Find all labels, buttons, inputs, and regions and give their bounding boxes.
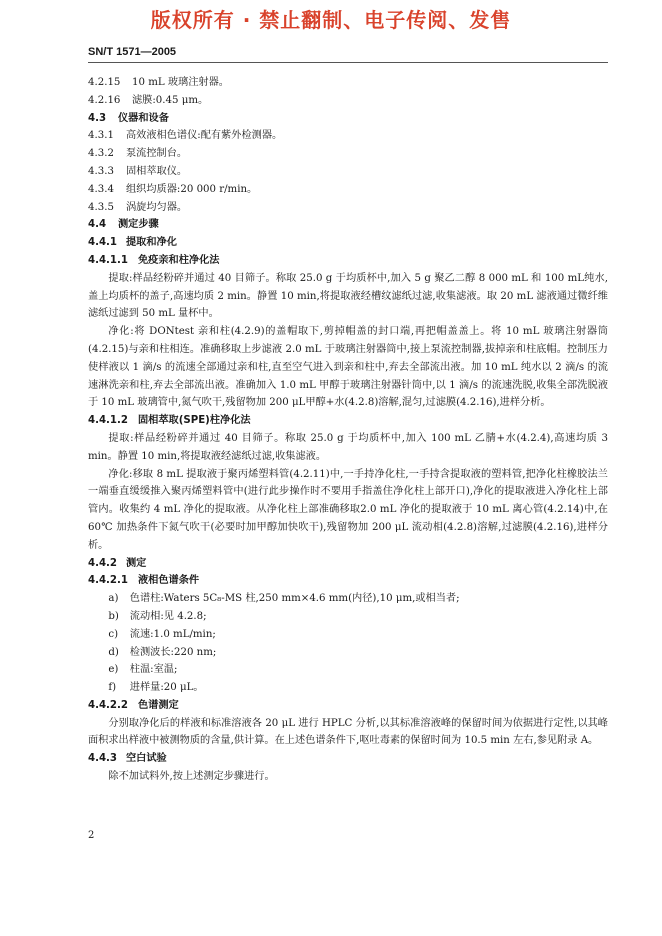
document-body — [88, 74, 608, 786]
item-4-3-5: 4.3.5 涡旋均匀器。 — [88, 201, 188, 213]
heading-4-4-1: 4.4.1 提取和净化 — [88, 237, 177, 249]
condition-item: c) 流速:1.0 mL/min; — [108, 628, 216, 640]
heading-4-4: 4.4 测定步骤 — [88, 219, 159, 231]
heading-4-4-3: 4.4.3 空白试验 — [88, 753, 167, 765]
item-4-2-15: 4.2.15 10 mL 玻璃注射器。 — [88, 77, 229, 88]
standard-code: SN/T 1571—2005 — [88, 46, 177, 58]
item-4-3-3: 4.3.3 固相萃取仪。 — [88, 165, 188, 177]
heading-4-4-2-2: 4.4.2.2 色谱测定 — [88, 699, 179, 711]
heading-4-3: 4.3 仪器和设备 — [88, 112, 169, 124]
header-divider — [88, 62, 608, 63]
condition-item: e) 柱温:室温; — [108, 664, 178, 676]
paragraph-chromatography: 分别取净化后的样液和标准溶液各 20 μL 进行 HPLC 分析,以其标准溶液峰的保留时间为依据进行定性,以其峰面积求出样液中被测物质的含量,供计算。在上述色谱条件下,呕吐毒素的保留时间为 10.5 min 左右,参见附录 A。 — [88, 717, 608, 747]
copyright-banner: 版权所有 · 禁止翻制、电子传阅、发售 — [150, 8, 512, 32]
paragraph-extraction-1: 提取:样品经粉碎并通过 40 目筛子。称取 25.0 g 于均质杯中,加入 5 g 聚乙二醇 8 000 mL 和 100 mL纯水,盖上均质杯的盖子,高速均质 2 min。静置 10 min,将提取液经槽纹滤纸过滤,收集滤液。取 20 mL 滤液通过微纤维滤纸过滤到 50 mL 量杯中。 — [88, 272, 608, 320]
paragraph-extraction-2: 提取:样品经粉碎并通过 40 目筛子。称取 25.0 g 于均质杯中,加入 100 mL 乙腈+水(4.2.4),高速均质 3 min。静置 10 min,将提取液经滤纸过滤,收集滤液。 — [88, 432, 608, 462]
heading-4-4-2: 4.4.2 测定 — [88, 557, 147, 569]
paragraph-blank-test: 除不加试料外,按上述测定步骤进行。 — [108, 771, 275, 783]
condition-item: d) 检测波长:220 nm; — [108, 646, 217, 658]
item-4-3-1: 4.3.1 高效液相色谱仪:配有紫外检测器。 — [88, 130, 283, 142]
heading-4-4-1-2: 4.4.1.2 固相萃取(SPE)柱净化法 — [88, 415, 251, 427]
item-4-3-4: 4.3.4 组织均质器:20 000 r/min。 — [88, 183, 258, 195]
paragraph-cleanup-2: 净化:移取 8 mL 提取液于聚丙烯塑料管(4.2.11)中,一手持净化柱,一手持含提取液的塑料管,把净化柱橡胶法兰一端垂直缓缓推入聚丙烯塑料管中(进行此步操作时不要用手指盖住净化柱上部开口),净化的提取液进入净化柱上部管内。收集约 4 mL 净化的提取液。从净化柱上部准确移取2.0 mL 净化的提取液于 10 mL 离心管(4.2.14)中,在 60℃ 加热条件下氮气吹干(必要时加甲醇加快吹干),残留物加 200 μL 流动相(4.2.8)溶解,过滤膜(4.2.16),进样分析。 — [88, 468, 608, 551]
condition-item: f) 进样量:20 μL。 — [108, 682, 204, 694]
condition-item: b) 流动相:见 4.2.8; — [108, 610, 207, 622]
heading-4-4-1-1: 4.4.1.1 免疫亲和柱净化法 — [88, 254, 220, 266]
paragraph-cleanup-1: 净化:将 DONtest 亲和柱(4.2.9)的盖帽取下,剪掉帽盖的封口端,再把帽盖盖上。将 10 mL 玻璃注射器筒(4.2.15)与亲和柱相连。准确移取上步滤液 2.0 mL 于玻璃注射器筒中,接上泵流控制器,拔掉亲和柱底帽。控制压力使样液以 1 滴/s 的流速全部通过亲和柱,直至空气进入到亲和柱中,弃去全部流出液。加 10 mL 纯水以 2 滴/s 的流速淋洗亲和柱,弃去全部流出液。准确加入 1.0 mL 甲醇于玻璃注射器针筒中,以 1 滴/s 的流速洗脱,收集全部洗脱液于 10 mL 玻璃管中,氮气吹干,残留物加 200 μL甲醇+水(4.2.8)溶解,混匀,过滤膜(4.2.16),进样分析。 — [88, 326, 608, 409]
item-4-2-16: 4.2.16 滤膜:0.45 μm。 — [88, 94, 209, 106]
item-4-3-2: 4.3.2 泵流控制台。 — [88, 148, 188, 160]
condition-item: a) 色谱柱:Waters 5C₈-MS 柱,250 mm×4.6 mm(内径),10 μm,或相当者; — [108, 593, 460, 605]
heading-4-4-2-1: 4.4.2.1 液相色谱条件 — [88, 575, 200, 587]
page-number: 2 — [88, 830, 95, 841]
